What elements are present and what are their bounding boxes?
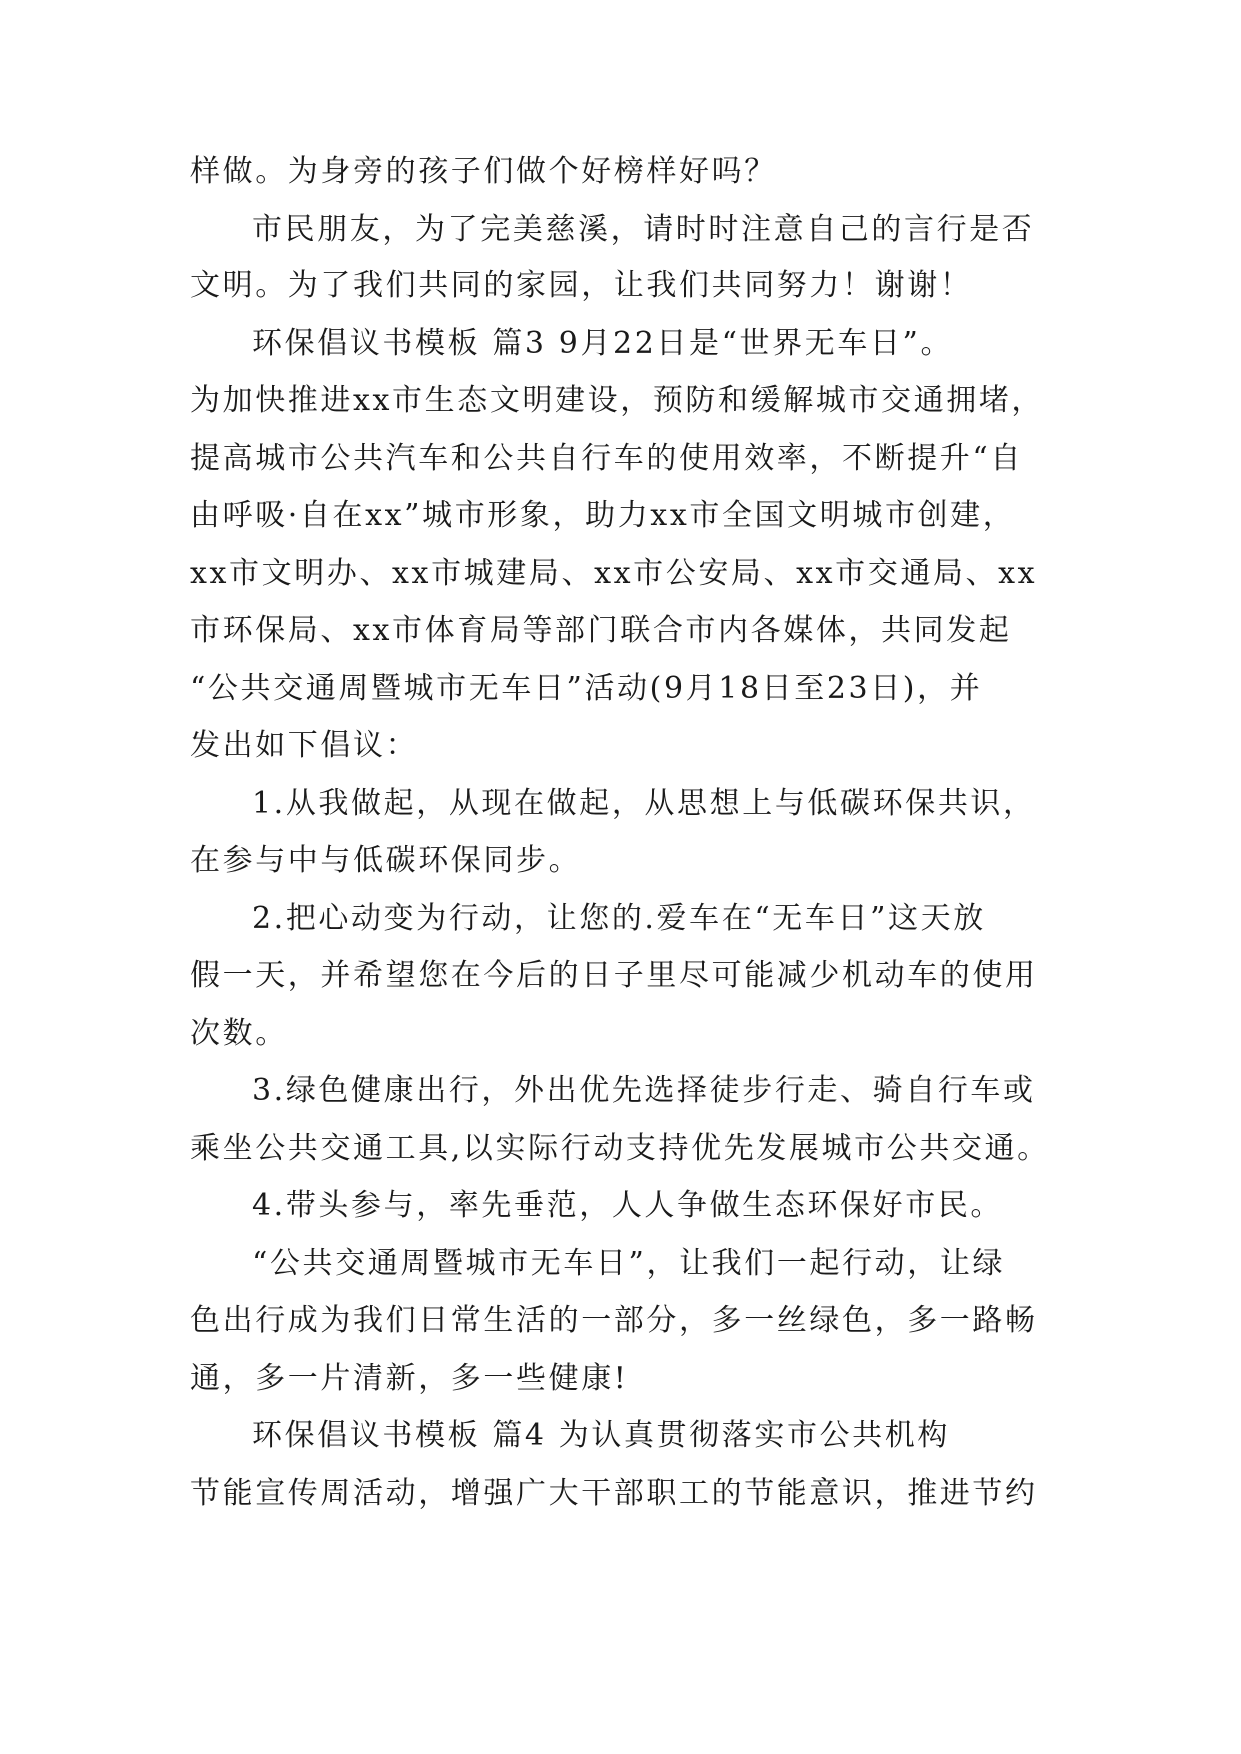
text-line: 为加快推进xx市生态文明建设，预防和缓解城市交通拥堵，	[190, 383, 1045, 418]
text-line: 市民朋友，为了完美慈溪，请时时注意自己的言行是否	[252, 212, 1035, 247]
section-heading-line: 环保倡议书模板 篇3 9月22日是“世界无车日”。	[252, 326, 954, 361]
text-line: xx市文明办、xx市城建局、xx市公安局、xx市交通局、xx	[190, 556, 1038, 591]
list-item-line: 3.绿色健康出行，外出优先选择徒步行走、骑自行车或	[252, 1073, 1036, 1108]
text-line: “公共交通周暨城市无车日”，让我们一起行动，让绿	[252, 1246, 1006, 1281]
text-line: 市环保局、xx市体育局等部门联合市内各媒体，共同发起	[190, 613, 1012, 648]
text-line: 文明。为了我们共同的家园，让我们共同努力！谢谢！	[190, 268, 973, 303]
text-line: 色出行成为我们日常生活的一部分，多一丝绿色，多一路畅	[190, 1303, 1038, 1338]
text-line: 通，多一片清新，多一些健康!	[190, 1361, 629, 1396]
text-line: 假一天，并希望您在今后的日子里尽可能减少机动车的使用	[190, 958, 1038, 993]
text-line: 提高城市公共汽车和公共自行车的使用效率，不断提升“自	[190, 441, 1023, 476]
text-line: 次数。	[190, 1016, 288, 1051]
text-line: 发出如下倡议：	[190, 728, 419, 763]
text-line: 样做。为身旁的孩子们做个好榜样好吗？	[190, 154, 777, 189]
text-line: 节能宣传周活动，增强广大干部职工的节能意识，推进节约	[190, 1476, 1038, 1511]
list-item-line: 1.从我做起，从现在做起，从思想上与低碳环保共识，	[252, 786, 1036, 821]
text-line: “公共交通周暨城市无车日”活动(9月18日至23日)，并	[190, 671, 983, 706]
text-line: 乘坐公共交通工具,以实际行动支持优先发展城市公共交通。	[190, 1131, 1050, 1166]
list-item-line: 4.带头参与，率先垂范，人人争做生态环保好市民。	[252, 1188, 1004, 1223]
text-line: 在参与中与低碳环保同步。	[190, 843, 582, 878]
section-heading-line: 环保倡议书模板 篇4 为认真贯彻落实市公共机构	[252, 1418, 950, 1453]
text-line: 由呼吸·自在xx”城市形象，助力xx市全国文明城市创建，	[190, 498, 1016, 533]
list-item-line: 2.把心动变为行动，让您的.爱车在“无车日”这天放	[252, 901, 986, 936]
